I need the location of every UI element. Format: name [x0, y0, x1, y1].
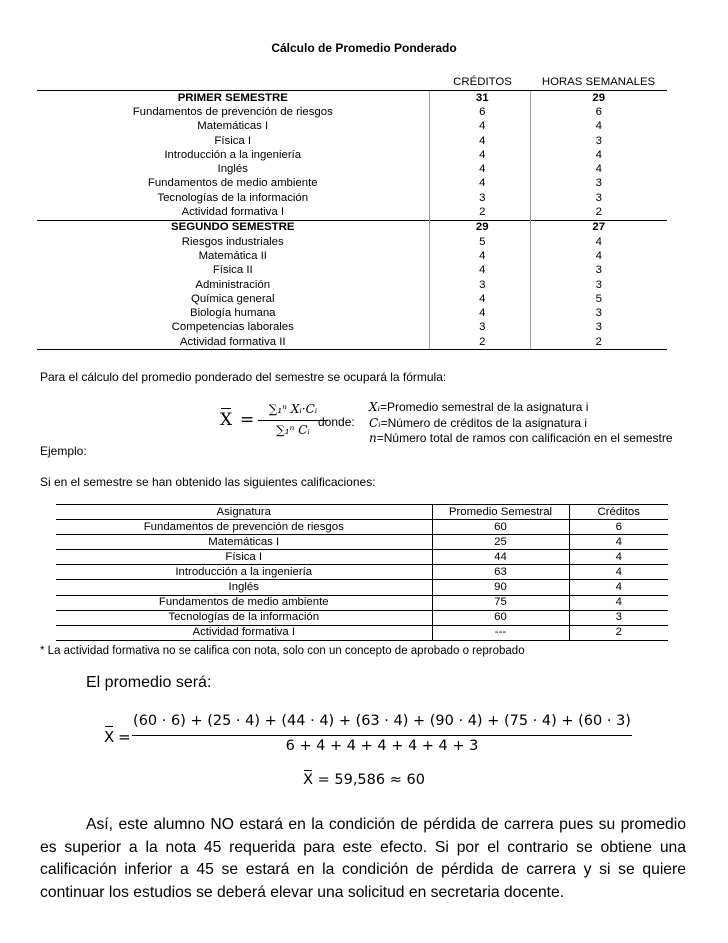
subject-hours: 4 — [530, 249, 667, 263]
subject-row — [37, 105, 667, 119]
grade-credits: 4 — [569, 535, 668, 550]
subject-credits: 3 — [479, 321, 486, 334]
grade-row — [56, 580, 668, 595]
subject-hours: 4 — [530, 148, 667, 162]
semester-credits: 29 — [435, 220, 530, 235]
grade-average: 60 — [432, 520, 569, 535]
conclusion-text: Así, este alumno NO estará en la condición de pérdida de carrera pues su promedio es superior a la nota 45 requerida para este efecto. Si por el contrario se obtiene una calificación inferior a 45 se estará en la condición de pérdida de carrera y si se quiere continuar los estudios se deberá elevar una solicitud en secretaria docente. — [40, 816, 686, 901]
subject-row — [37, 235, 667, 249]
grades-header-average: Promedio Semestral — [432, 505, 569, 520]
formula-denominator: ∑₁ⁿ 𝐶ᵢ — [276, 423, 310, 437]
subject-hours: 3 — [530, 306, 667, 320]
document-title: Cálculo de Promedio Ponderado — [271, 41, 457, 55]
subject-row — [37, 120, 667, 134]
grade-subject: Fundamentos de medio ambiente — [56, 595, 432, 610]
subject-row — [37, 134, 667, 148]
subject-row — [37, 148, 667, 162]
subject-credits: 4 — [479, 249, 486, 262]
subject-credits: 4 — [479, 134, 486, 147]
subject-credits: 4 — [479, 163, 486, 176]
subject-credits: 4 — [479, 264, 486, 277]
average-result — [0, 772, 728, 788]
grade-average: 75 — [432, 595, 569, 610]
subject-name: Introducción a la ingeniería — [164, 148, 302, 161]
subject-name: Inglés — [217, 163, 248, 176]
calc-equals: = — [118, 728, 131, 746]
subject-row — [37, 249, 667, 263]
semester-hours: 27 — [530, 220, 667, 235]
subject-row — [37, 292, 667, 306]
grades-table-body — [56, 520, 668, 641]
result-value: = 59,586 ≈ 60 — [313, 772, 425, 788]
subject-credits: 4 — [479, 120, 486, 133]
grade-credits: 4 — [569, 550, 668, 565]
subject-row — [37, 278, 667, 292]
calc-numerator: (60 · 6) + (25 · 4) + (44 · 4) + (63 · 4) + (90 · 4) + (75 · 4) + (60 · 3) — [133, 713, 631, 729]
grade-subject: Fundamentos de prevención de riesgos — [56, 520, 432, 535]
grade-credits: 4 — [569, 580, 668, 595]
grade-row — [56, 595, 668, 610]
grade-row — [56, 535, 668, 550]
subject-name: Riesgos industriales — [181, 235, 284, 248]
grade-credits: 2 — [569, 625, 668, 640]
subject-name: Tecnologías de la información — [157, 191, 309, 204]
subject-hours: 6 — [530, 105, 667, 119]
subject-row — [37, 162, 667, 176]
subject-credits: 4 — [479, 177, 486, 190]
subject-hours: 4 — [530, 162, 667, 176]
subject-name: Matemática II — [198, 249, 267, 262]
subject-name: Administración — [195, 278, 271, 291]
subject-name: Biología humana — [190, 307, 276, 320]
subject-name: Actividad formativa I — [181, 206, 285, 219]
formula-donde: donde: — [318, 415, 355, 429]
definition-n: 𝑛=Número total de ramos con calificación en el semestre — [369, 431, 673, 445]
grade-row — [56, 625, 668, 640]
semester-row — [37, 220, 667, 235]
semester-credits: 31 — [435, 91, 530, 106]
subject-hours: 3 — [530, 134, 667, 148]
grade-credits: 4 — [569, 595, 668, 610]
grades-header-credits: Créditos — [569, 505, 668, 520]
subject-name: Física II — [212, 264, 253, 277]
grade-average: 90 — [432, 580, 569, 595]
grade-average: 25 — [432, 535, 569, 550]
subject-hours: 2 — [530, 335, 667, 350]
subject-hours: 5 — [530, 292, 667, 306]
subject-name: Química general — [190, 292, 275, 305]
semester-name: SEGUNDO SEMESTRE — [37, 220, 429, 235]
result-lhs: X — [303, 772, 313, 788]
subject-credits: 2 — [435, 335, 530, 350]
grade-subject: Tecnologías de la información — [56, 610, 432, 625]
calc-fraction-line — [132, 735, 632, 736]
subject-row — [37, 321, 667, 335]
calc-lhs: X — [104, 728, 115, 746]
subject-credits: 4 — [479, 148, 486, 161]
grades-table-header — [56, 505, 668, 520]
grade-row — [56, 565, 668, 580]
grade-average: 63 — [432, 565, 569, 580]
subject-credits: 3 — [479, 191, 486, 204]
grade-credits: 6 — [569, 520, 668, 535]
formula-definitions — [369, 400, 673, 447]
example-label: Ejemplo: — [40, 444, 87, 458]
subject-name: Competencias laborales — [171, 321, 294, 334]
header-hours: HORAS SEMANALES — [541, 75, 656, 88]
subject-hours: 3 — [530, 177, 667, 191]
grade-subject: Introducción a la ingeniería — [56, 565, 432, 580]
calc-denominator: 6 + 4 + 4 + 4 + 4 + 4 + 3 — [285, 738, 479, 754]
formula-intro: Para el cálculo del promedio ponderado del semestre se ocupará la fórmula: — [40, 370, 447, 384]
subject-credits: 4 — [479, 292, 486, 305]
formula-lhs: X — [220, 410, 233, 430]
subject-hours: 2 — [530, 205, 667, 220]
definition-x: 𝑋ᵢ=Promedio semestral de la asignatura i — [369, 400, 589, 414]
semester-hours: 29 — [530, 91, 667, 106]
semester-name: PRIMER SEMESTRE — [37, 91, 429, 106]
grade-average: 44 — [432, 550, 569, 565]
subject-row — [37, 306, 667, 320]
grades-table — [56, 504, 668, 641]
subject-hours: 4 — [530, 235, 667, 249]
credits-table-header — [37, 74, 667, 91]
subject-credits: 5 — [479, 235, 486, 248]
grade-subject: Matemáticas I — [56, 535, 432, 550]
subject-hours: 4 — [530, 120, 667, 134]
subject-name: Fundamentos de prevención de riesgos — [132, 105, 333, 118]
grade-row — [56, 550, 668, 565]
subject-row — [37, 264, 667, 278]
subject-credits: 6 — [479, 105, 486, 118]
grade-row — [56, 520, 668, 535]
grade-average: 60 — [432, 610, 569, 625]
header-subject — [37, 74, 429, 91]
formula-numerator: ∑₁ⁿ 𝑋ᵢ·𝐶ᵢ — [268, 402, 318, 416]
semester-row — [37, 91, 667, 106]
conclusion-paragraph — [40, 814, 686, 904]
grades-intro: Si en el semestre se han obtenido las siguientes calificaciones: — [40, 475, 376, 489]
subject-row — [37, 335, 667, 350]
grade-row — [56, 610, 668, 625]
formula-equals: = — [240, 410, 255, 430]
average-label: El promedio será: — [86, 674, 212, 691]
subject-credits: 4 — [479, 307, 486, 320]
subject-credits: 3 — [479, 278, 486, 291]
subject-row — [37, 205, 667, 220]
credits-table — [37, 74, 667, 350]
footnote: * La actividad formativa no se califica con nota, solo con un concepto de aprobado o reprobado — [40, 645, 525, 657]
grade-subject: Física I — [56, 550, 432, 565]
grades-header-subject: Asignatura — [56, 505, 432, 520]
subject-name: Fundamentos de medio ambiente — [147, 177, 318, 190]
grade-average: --- — [432, 625, 569, 640]
subject-name: Actividad formativa II — [37, 335, 429, 350]
grade-credits: 4 — [569, 565, 668, 580]
subject-name: Física I — [214, 134, 252, 147]
subject-hours: 3 — [530, 264, 667, 278]
subject-hours: 3 — [530, 321, 667, 335]
subject-hours: 3 — [530, 278, 667, 292]
grade-credits: 3 — [569, 610, 668, 625]
subject-hours: 3 — [530, 191, 667, 205]
subject-row — [37, 191, 667, 205]
grade-subject: Actividad formativa I — [56, 625, 432, 640]
subject-row — [37, 177, 667, 191]
credits-table-body — [37, 91, 667, 350]
subject-credits: 2 — [479, 206, 486, 219]
grade-subject: Inglés — [56, 580, 432, 595]
definition-c: 𝐶ᵢ=Número de créditos de la asignatura i — [369, 415, 588, 430]
subject-name: Matemáticas I — [197, 120, 269, 133]
header-credits: CRÉDITOS — [453, 75, 512, 88]
